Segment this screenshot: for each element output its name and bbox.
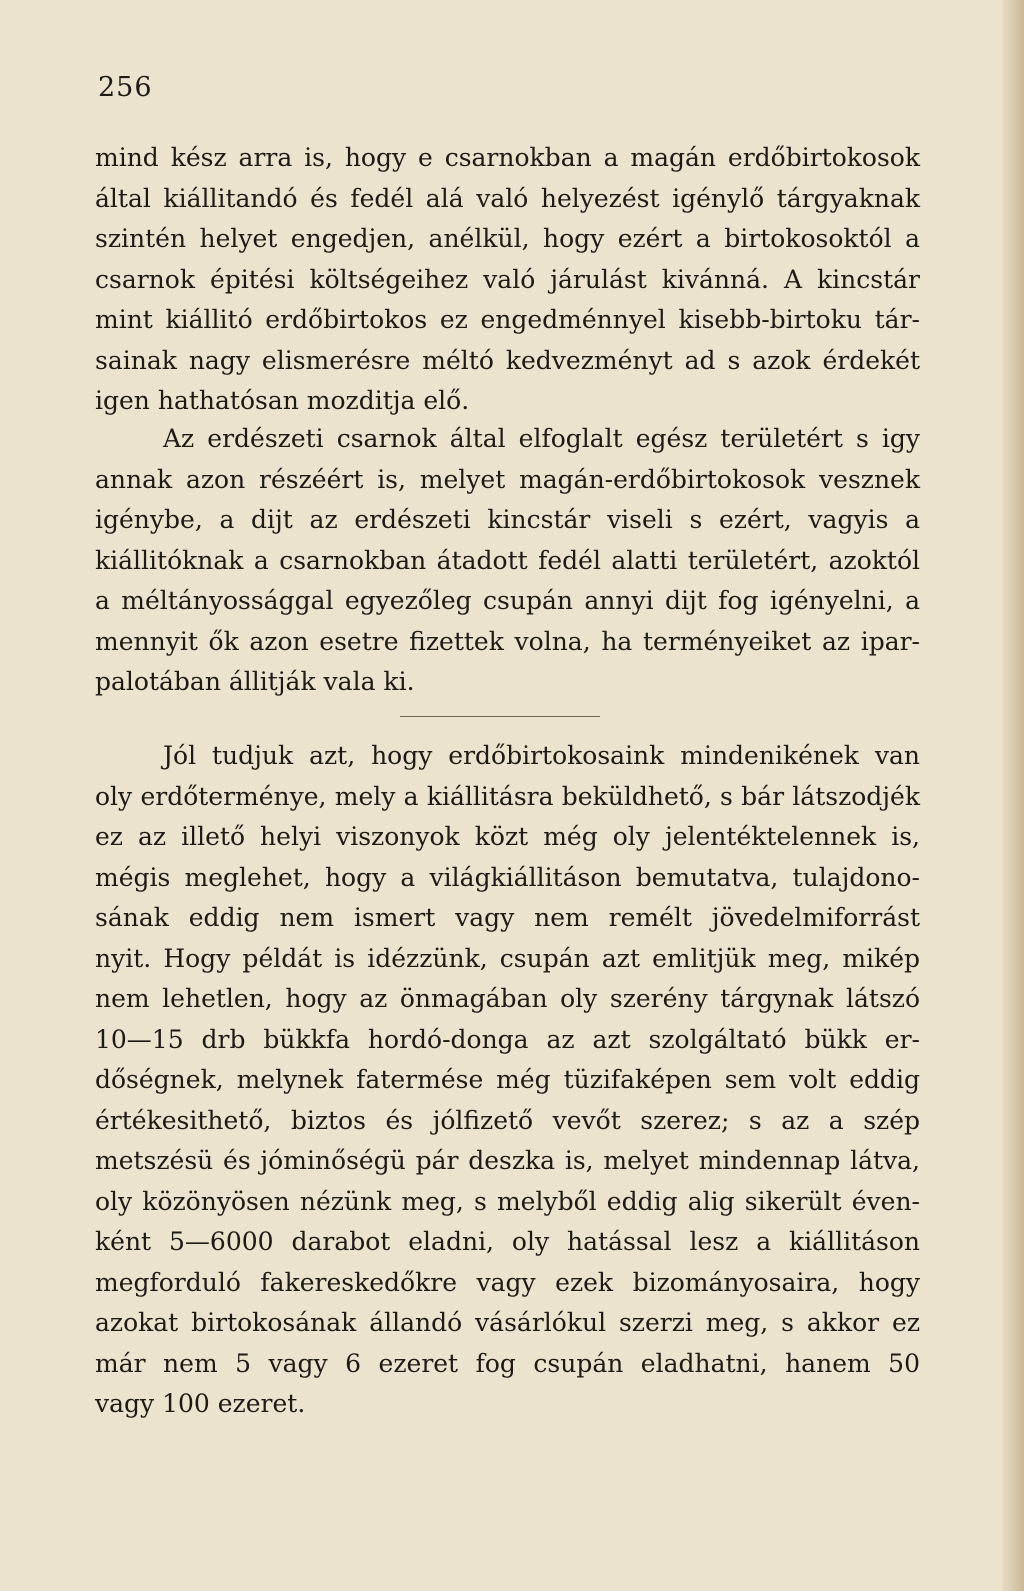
text-line: értékesithető, biztos és jólfizető vevőt szerez; s az a szép: [95, 1105, 920, 1135]
text-line: sainak nagy elismerésre méltó kedvezményt ad s azok érdekét: [95, 345, 920, 375]
text-line: vagy 100 ezeret.: [95, 1389, 306, 1418]
text-line: annak azon részéért is, melyet magán-erdőbirtokosok vesznek: [95, 464, 920, 494]
text-line: dőségnek, melynek fatermése még tüzifaképen sem volt eddig: [95, 1065, 920, 1094]
text-line: sának eddig nem ismert vagy nem remélt jövedelmiforrást: [95, 903, 920, 932]
text-line: kiállitóknak a csarnokban átadott fedél alatti területért, azoktól: [95, 545, 920, 575]
text-line: megforduló fakereskedőkre vagy ezek bizományosaira, hogy: [95, 1267, 920, 1297]
text-line: által kiállitandó és fedél alá való helyezést igénylő tárgyaknak: [95, 183, 920, 213]
text-line: ez az illető helyi viszonyok közt még oly jelentéktelennek is,: [95, 822, 920, 851]
paragraph: [95, 138, 920, 422]
text-line: a méltányossággal egyezőleg csupán annyi dijt fog igényelni, a: [95, 586, 920, 615]
text-line: metszésü és jóminőségü pár deszka is, melyet mindennap látva,: [95, 1146, 920, 1175]
text-line: mennyit ők azon esetre fizettek volna, ha terményeiket az ipar-: [95, 626, 920, 656]
text-line: mégis meglehet, hogy a világkiállitáson bemutatva, tulajdono-: [95, 862, 920, 892]
text-line: azokat birtokosának állandó vásárlókul szerzi meg, s akkor ez: [95, 1308, 920, 1337]
text-line: mind kész arra is, hogy e csarnokban a magán erdőbirtokosok: [95, 143, 920, 172]
text-line: már nem 5 vagy 6 ezeret fog csupán eladhatni, hanem 50: [95, 1348, 920, 1378]
text-line: nyit. Hogy példát is idézzünk, csupán azt emlitjük meg, mikép: [95, 943, 920, 973]
text-line: nem lehetlen, hogy az önmagában oly szerény tárgynak látszó: [95, 984, 920, 1013]
text-line: oly erdőterménye, mely a kiállitásra beküldhető, s bár látszodjék: [95, 781, 920, 811]
text-line: ként 5—6000 darabot eladni, oly hatással lesz a kiállitáson: [95, 1227, 920, 1256]
text-line: palotában állitják vala ki.: [95, 667, 415, 696]
section-separator: [400, 716, 600, 717]
text-line: Az erdészeti csarnok által elfoglalt egész területért s igy: [163, 424, 920, 453]
page-number: 256: [98, 72, 153, 103]
text-line: oly közönyösen nézünk meg, s melyből eddig alig sikerült éven-: [95, 1186, 920, 1216]
text-line: 10—15 drb bükkfa hordó-donga az azt szolgáltató bükk er-: [95, 1024, 920, 1054]
text-line: igen hathatósan mozditja elő.: [95, 386, 470, 415]
paragraph: [95, 419, 920, 703]
text-line: szintén helyet engedjen, anélkül, hogy ezért a birtokosoktól a: [95, 224, 920, 253]
paragraph: [95, 736, 920, 1425]
text-line: Jól tudjuk azt, hogy erdőbirtokosaink mindenikének van: [163, 741, 920, 770]
text-line: mint kiállitó erdőbirtokos ez engedménnyel kisebb-birtoku tár-: [95, 305, 920, 334]
page-edge: [1002, 0, 1024, 1591]
text-line: csarnok épitési költségeihez való járulást kivánná. A kincstár: [95, 264, 920, 294]
text-line: igénybe, a dijt az erdészeti kincstár viseli s ezért, vagyis a: [95, 505, 920, 534]
